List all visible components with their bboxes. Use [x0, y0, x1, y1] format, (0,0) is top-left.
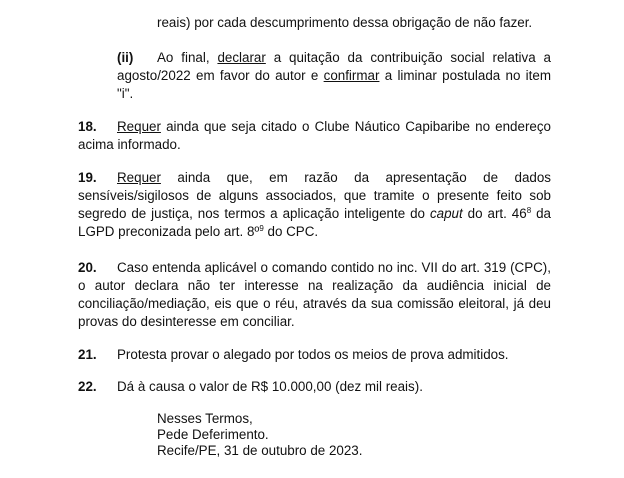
p22-line-1	[78, 378, 423, 396]
p19-text-3c: do art. 46	[467, 206, 527, 221]
p19-line-3	[78, 205, 551, 223]
item-ii-text-a: Ao final,	[157, 50, 210, 65]
p19-requer: Requer	[117, 170, 161, 185]
p19-number: 19.	[78, 170, 97, 185]
p21-text-1: Protesta provar o alegado por todos os meios de prova admitidos.	[117, 347, 509, 362]
fragment-line-1	[157, 14, 532, 32]
p19-text-3a: segredo de justiça, nos termos a aplicação inteligente do	[78, 206, 425, 221]
p20-line-2	[78, 277, 551, 295]
p20-text-2: o autor declara não ter interesse na realização da audiência inicial de	[78, 278, 551, 293]
p18-line-2	[78, 136, 181, 154]
p18-line-1	[78, 118, 551, 136]
p19-text-4a: LGPD preconizada pelo art. 8º	[78, 224, 260, 239]
p20-text-3: conciliação/mediação, eis que o réu, através da sua comissão eleitoral, já deu	[78, 296, 551, 311]
item-ii-confirmar: confirmar	[323, 68, 380, 83]
p20-number: 20.	[78, 260, 97, 275]
fragment-text: reais) por cada descumprimento dessa obrigação de não fazer.	[157, 15, 533, 30]
p20-text-1: Caso entenda aplicável o comando contido no inc. VII do art. 319 (CPC),	[117, 260, 551, 275]
p20-line-1	[78, 259, 551, 277]
item-ii-text-2a: agosto/2022 em favor do autor e	[117, 68, 319, 83]
p22-number: 22.	[78, 379, 97, 394]
p20-line-4	[78, 313, 295, 331]
item-ii-text-3: "i".	[117, 86, 134, 101]
p20-line-3	[78, 295, 551, 313]
p18-text-1b: ainda que seja citado o Clube Náutico Capibaribe no endereço	[166, 119, 551, 134]
item-ii-label: (ii)	[117, 50, 134, 65]
p19-footnote-8[interactable]: 8	[526, 206, 532, 215]
p19-line-4	[78, 223, 318, 241]
closing-text-3: Recife/PE, 31 de outubro de 2023.	[157, 443, 363, 458]
p19-text-4b: do CPC.	[267, 224, 319, 239]
p19-text-3d: da	[536, 206, 551, 221]
closing-line-3	[157, 442, 362, 460]
item-ii-line-3	[117, 85, 133, 103]
p19-footnote-9[interactable]: 9	[259, 224, 264, 233]
closing-text-2: Pede Deferimento.	[157, 427, 269, 442]
p19-line-1	[78, 169, 551, 187]
item-ii-text-c: a quitação da contribuição social relativa a	[273, 50, 551, 65]
item-ii-declarar: declarar	[217, 50, 266, 65]
item-ii-text-2c: a liminar postulada no item	[384, 68, 551, 83]
p21-line-1	[78, 346, 509, 364]
p22-text-1: Dá à causa o valor de R$ 10.000,00 (dez mil reais).	[117, 379, 423, 394]
closing-text-1: Nesses Termos,	[157, 411, 253, 426]
item-ii-line-1	[117, 49, 551, 67]
p18-requer: Requer	[117, 119, 161, 134]
p21-number: 21.	[78, 347, 97, 362]
item-ii-line-2	[117, 67, 551, 85]
p18-text-2: acima informado.	[78, 137, 181, 152]
p19-caput: caput	[429, 206, 463, 221]
p19-text-1b: ainda que, em razão da apresentação de dados	[177, 170, 551, 185]
p19-line-2	[78, 187, 551, 205]
p19-text-2: sensíveis/sigilosos de alguns associados, que tramite o presente feito sob	[78, 188, 551, 203]
p18-number: 18.	[78, 119, 97, 134]
p20-text-4: provas do desinteresse em conciliar.	[78, 314, 295, 329]
